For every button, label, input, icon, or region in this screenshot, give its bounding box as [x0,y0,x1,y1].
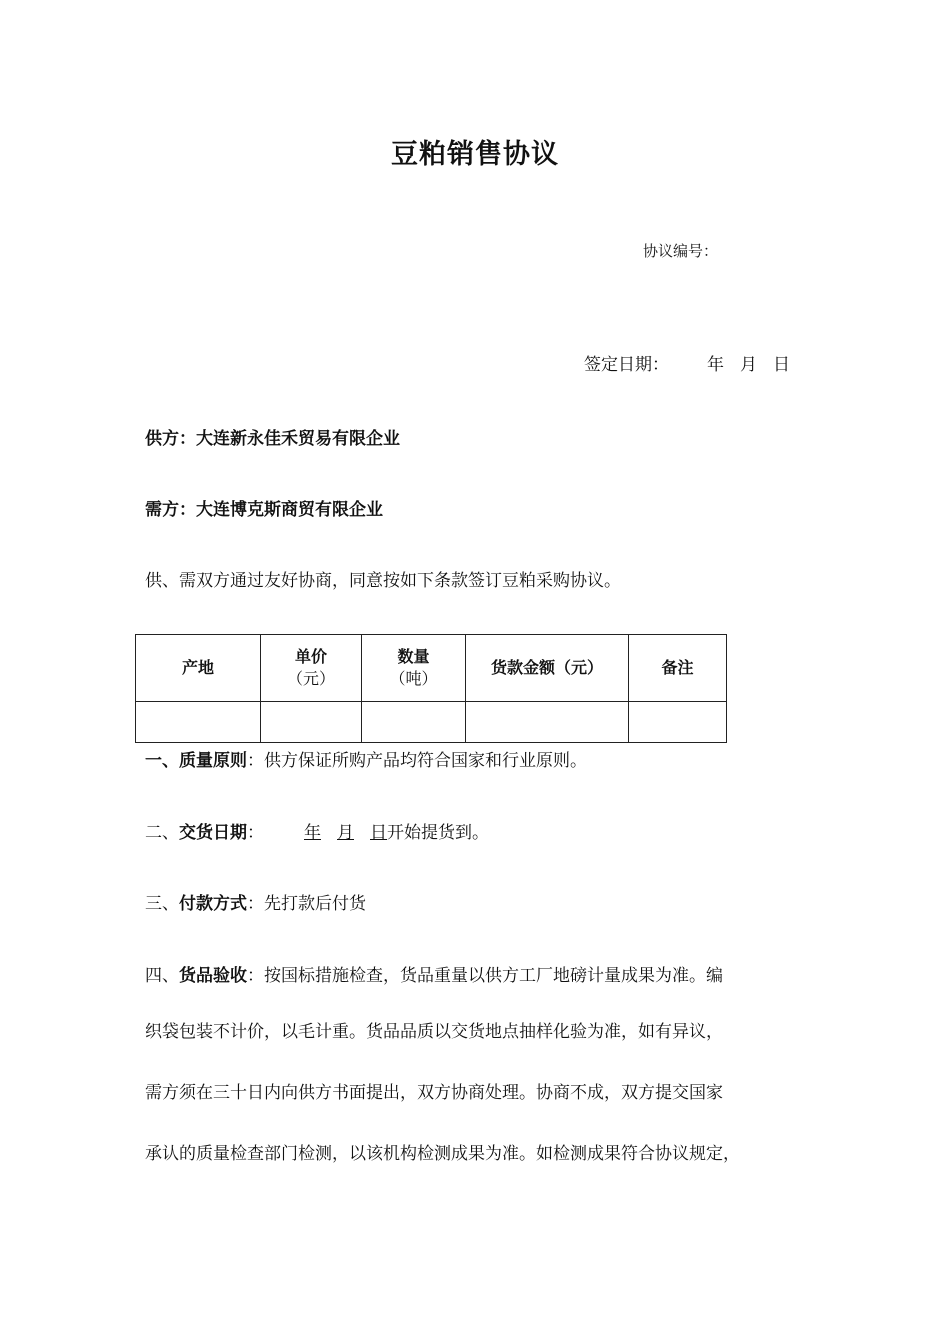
goods-table [135,634,727,743]
clause-acceptance-text: ：按国标措施检查，货品重量以供方工厂地磅计量成果为准。编 [247,966,723,986]
clause-quality-label: 一、质量原则 [145,751,247,771]
clause-delivery-label: 交货日期 [179,823,247,843]
sign-date-month: 月 [740,355,757,375]
clause-delivery-suffix: 开始提货到。 [387,823,489,843]
cell-amount[interactable] [466,702,629,743]
clause-payment-label: 付款方式 [179,894,247,914]
clause-delivery-date: 二、交货日期： 年 月 日开始提货到。 [145,823,489,843]
table-row [136,702,727,743]
header-amount: 货款金额（元） [466,635,629,702]
cell-remarks[interactable] [629,702,727,743]
supplier-party: 供方：大连新永佳禾贸易有限企业 [145,429,400,449]
acceptance-paragraph [145,1022,825,1205]
paragraph-line: 需方须在三十日内向供方书面提出，双方协商处理。协商不成，双方提交国家 [145,1083,723,1103]
sign-date-year: 年 [707,355,724,375]
header-origin: 产地 [136,635,261,702]
buyer-party: 需方：大连博克斯商贸有限企业 [145,500,383,520]
clause-acceptance-label: 货品验收 [179,966,247,986]
sign-date-day: 日 [773,355,790,375]
clause-payment: 三、付款方式：先打款后付货 [145,894,366,914]
header-quantity: 数量 （吨） [362,635,466,702]
clause-quality-text: ：供方保证所购产品均符合国家和行业原则。 [247,751,587,771]
header-remarks: 备注 [629,635,727,702]
cell-quantity[interactable] [362,702,466,743]
clause-quality [145,746,587,771]
document-title: 豆粕销售协议 [391,139,559,170]
clause-payment-text: ：先打款后付货 [247,894,366,914]
paragraph-line: 承认的质量检查部门检测，以该机构检测成果为准。如检测成果符合协议规定， [145,1144,740,1164]
paragraph-line: 织袋包装不计价，以毛计重。货品品质以交货地点抽样化验为准，如有异议， [145,1022,723,1042]
cell-unit-price[interactable] [261,702,362,743]
intro-text: 供、需双方通过友好协商，同意按如下条款签订豆粕采购协议。 [145,571,621,591]
header-unit-price: 单价 （元） [261,635,362,702]
contract-number-label: 协议编号： [643,242,719,260]
sign-date-label: 签定日期： [584,355,669,375]
table-header-row [136,635,727,702]
delivery-date-blank: 年 月 日 [304,823,387,843]
clause-acceptance: 四、货品验收：按国标措施检查，货品重量以供方工厂地磅计量成果为准。编 [145,966,723,986]
sign-date [584,350,790,375]
cell-origin[interactable] [136,702,261,743]
